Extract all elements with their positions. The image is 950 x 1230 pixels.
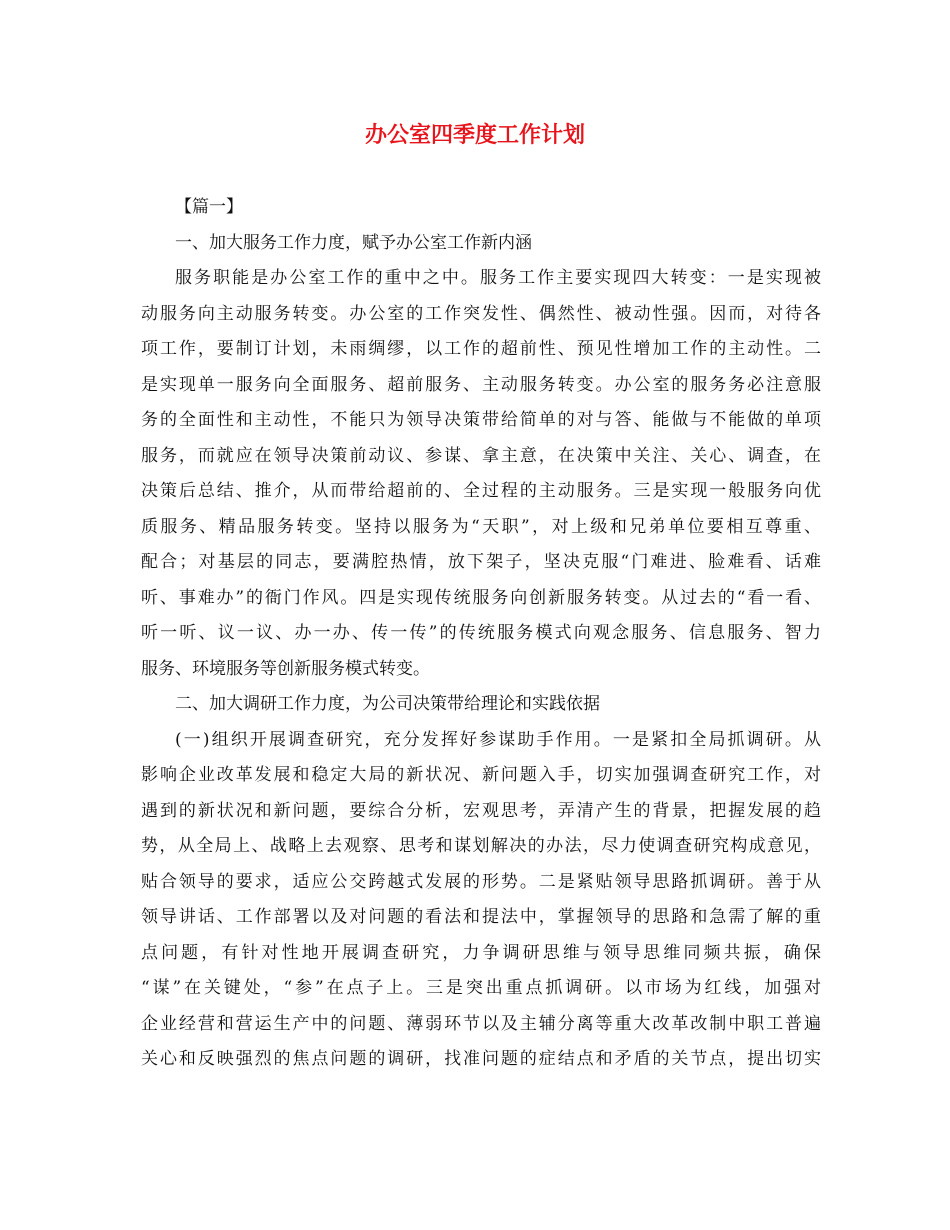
text-line: 领导讲话、工作部署以及对问题的看法和提法中，掌握领导的思路和急需了解的重 xyxy=(141,907,821,927)
text-line: 势，从全局上、战略上去观察、思考和谋划解决的办法，尽力使调查研究构成意见， xyxy=(141,836,821,856)
text-line: 是实现单一服务向全面服务、超前服务、主动服务转变。办公室的服务务必注意服 xyxy=(141,374,821,395)
document-body xyxy=(141,190,821,1078)
text-line: 配合；对基层的同志，要满腔热情，放下架子，坚决克服“门难进、脸难看、话难 xyxy=(141,552,821,572)
text-line: 贴合领导的要求，适应公交跨越式发展的形势。二是紧贴领导思路抓调研。善于从 xyxy=(141,871,821,892)
text-line: “谋”在关键处，“参”在点子上。三是突出重点抓调研。以市场为红线，加强对 xyxy=(141,978,821,998)
paragraph-lines xyxy=(141,226,821,1078)
text-line: 遇到的新状况和新问题，要综合分析，宏观思考，弄清产生的背景，把握发展的趋 xyxy=(141,800,821,821)
text-line: 点问题，有针对性地开展调查研究，力争调研思维与领导思维同频共振，确保 xyxy=(141,942,821,963)
text-line: 服务，而就应在领导决策前动议、参谋、拿主意，在决策中关注、关心、调查，在 xyxy=(141,445,821,466)
document-title: 办公室四季度工作计划 xyxy=(364,122,585,148)
text-line: 务的全面性和主动性，不能只为领导决策带给简单的对与答、能做与不能做的单项 xyxy=(141,410,821,430)
text-line: 二、加大调研工作力度，为公司决策带给理论和实践依据 xyxy=(175,694,600,714)
text-line: 企业经营和营运生产中的问题、薄弱环节以及主辅分离等重大改革改制中职工普遍 xyxy=(141,1013,821,1034)
text-line: 服务、环境服务等创新服务模式转变。 xyxy=(141,658,430,679)
text-line: 决策后总结、推介，从而带给超前的、全过程的主动服务。三是实现一般服务向优 xyxy=(141,481,821,501)
text-line: 服务职能是办公室工作的重中之中。服务工作主要实现四大转变：一是实现被 xyxy=(175,268,821,288)
text-line: 听一听、议一议、办一办、传一传”的传统服务模式向观念服务、信息服务、智力 xyxy=(141,623,821,643)
text-line: 动服务向主动服务转变。办公室的工作突发性、偶然性、被动性强。因而，对待各 xyxy=(141,303,821,324)
text-line: 一、加大服务工作力度，赋予办公室工作新内涵 xyxy=(175,232,532,253)
text-line: 项工作，要制订计划，未雨绸缪，以工作的超前性、预见性增加工作的主动性。二 xyxy=(141,339,821,359)
text-line: 关心和反映强烈的焦点问题的调研，找准问题的症结点和矛盾的关节点，提出切实 xyxy=(141,1049,821,1069)
section-label: 【篇一】 xyxy=(175,197,243,217)
text-line: 影响企业改革发展和稳定大局的新状况、新问题入手，切实加强调查研究工作，对 xyxy=(141,765,821,785)
text-line: 质服务、精品服务转变。坚持以服务为“天职”，对上级和兄弟单位要相互尊重、 xyxy=(141,516,821,537)
text-line: (一)组织开展调查研究，充分发挥好参谋助手作用。一是紧扣全局抓调研。从 xyxy=(175,729,821,750)
text-line: 听、事难办”的衙门作风。四是实现传统服务向创新服务转变。从过去的“看一看、 xyxy=(141,587,821,608)
